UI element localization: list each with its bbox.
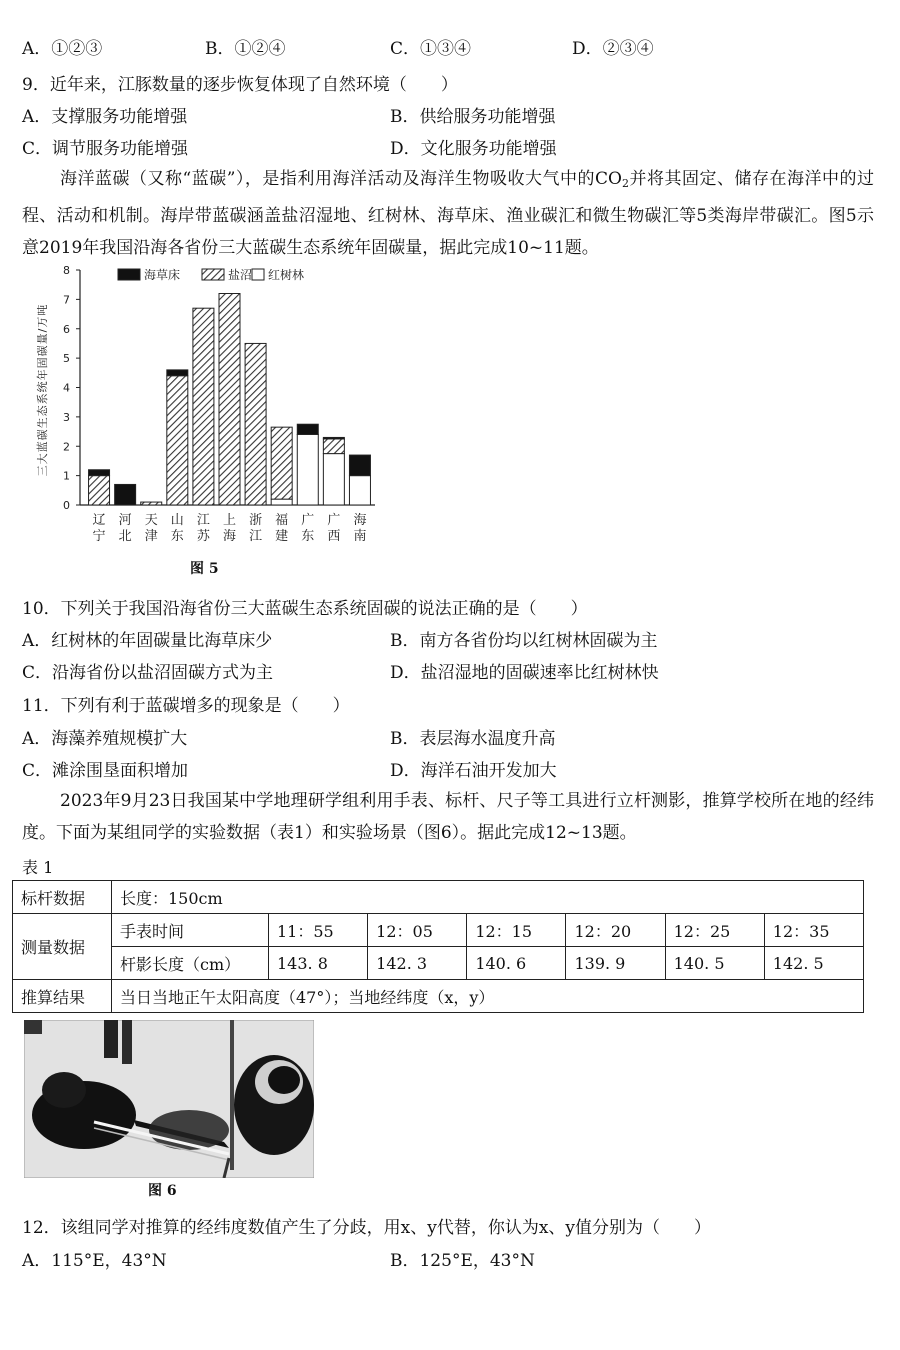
bar-segment-black [115, 484, 136, 505]
y-tick-label: 1 [63, 469, 70, 483]
y-tick-label: 6 [63, 322, 70, 336]
x-tick-label: 山 [170, 513, 184, 528]
x-tick-label: 上 [222, 513, 237, 528]
legend-label: 海草床 [144, 268, 181, 282]
q12-option-b: B．125°E，43°N [390, 1251, 535, 1271]
x-tick-label: 苏 [196, 529, 210, 544]
bar-segment-white [323, 454, 344, 505]
x-tick-label: 海 [353, 513, 367, 528]
y-tick-label: 2 [63, 440, 70, 454]
legend-label: 盐沼 [228, 268, 253, 282]
q8-option-c: C．①③④ [390, 39, 472, 59]
table-cell-shadow: 143. 8 [269, 947, 368, 980]
bar-segment-black [167, 370, 188, 376]
q10-option-b: B．南方各省份均以红树林固碳为主 [390, 631, 658, 651]
bar-segment-black [349, 455, 370, 476]
figure-5-chart [30, 262, 390, 577]
bar-segment-hatch [323, 439, 344, 454]
table-cell-time: 12：35 [764, 914, 863, 947]
x-tick-label: 浙 [249, 513, 263, 528]
bar-segment-hatch [245, 343, 266, 505]
q8-option-b: B．①②④ [205, 39, 286, 59]
table-1-title: 表 1 [22, 858, 54, 877]
figure-6-caption: 图 6 [148, 1183, 177, 1199]
bar-segment-white [297, 435, 318, 506]
x-tick-label: 南 [353, 529, 367, 544]
table-cell-time: 11：55 [269, 914, 368, 947]
legend-label: 红树林 [268, 268, 305, 282]
q11-option-d: D．海洋石油开发加大 [390, 761, 557, 781]
x-tick-label: 辽 [92, 513, 106, 528]
q12-stem: 12．该组同学对推算的经纬度数值产生了分歧，用x、y代替，你认为x、y值分别为（ ） [22, 1218, 712, 1238]
x-tick-label: 江 [249, 529, 263, 544]
table-cell-label: 标杆数据 [13, 881, 112, 914]
table-cell-time: 12：15 [467, 914, 566, 947]
legend-swatch [252, 269, 264, 280]
bar-segment-white [349, 476, 370, 505]
q8-option-a: A．①②③ [22, 39, 103, 59]
q9-option-a: A．支撑服务功能增强 [22, 107, 188, 127]
passage-shadow-measurement: 2023年9月23日我国某中学地理研学组利用手表、标杆、尺子等工具进行立杆测影，推算学校所在地的经纬度。下面为某组同学的实验数据（表1）和实验场景（图6）。据此完成12~13题。 [22, 791, 874, 843]
q11-option-a: A．海藻养殖规模扩大 [22, 729, 188, 749]
bar-segment-hatch [167, 376, 188, 505]
y-axis-label: 三大蓝碳生态系统年固碳量/万吨 [36, 303, 49, 477]
x-tick-label: 东 [170, 529, 184, 544]
bar-segment-hatch [271, 427, 292, 499]
x-tick-label: 广 [327, 513, 341, 528]
bar-segment-white [271, 499, 292, 505]
table-cell-shadow: 142. 3 [368, 947, 467, 980]
x-tick-label: 西 [327, 529, 341, 544]
x-tick-label: 建 [275, 529, 289, 544]
table-cell-shadow: 142. 5 [764, 947, 863, 980]
table-cell-label: 推算结果 [13, 980, 112, 1013]
figure-6-photo [24, 1020, 314, 1178]
table-cell-shadow: 139. 9 [566, 947, 665, 980]
table-cell-time: 12：25 [665, 914, 764, 947]
legend-swatch [118, 269, 140, 280]
table-cell-shadow-label: 杆影长度（cm） [112, 947, 269, 980]
x-tick-label: 江 [196, 513, 210, 528]
bar-segment-black [89, 470, 110, 476]
table-cell-shadow: 140. 5 [665, 947, 764, 980]
q9-option-c: C．调节服务功能增强 [22, 139, 189, 159]
q11-stem: 11．下列有利于蓝碳增多的现象是（ ） [22, 696, 350, 716]
table-1 [12, 880, 864, 1013]
q9-option-d: D．文化服务功能增强 [390, 139, 557, 159]
table-cell-time-label: 手表时间 [112, 914, 269, 947]
x-tick-label: 东 [301, 529, 315, 544]
x-tick-label: 津 [144, 529, 158, 544]
q12-option-a: A．115°E，43°N [22, 1251, 167, 1271]
x-tick-label: 广 [301, 513, 315, 528]
bar-segment-hatch [141, 502, 162, 505]
q10-option-d: D．盐沼湿地的固碳速率比红树林快 [390, 663, 659, 683]
q9-option-b: B．供给服务功能增强 [390, 107, 556, 127]
table-cell-result: 当日当地正午太阳高度（47°）；当地经纬度（x，y） [112, 980, 864, 1013]
x-tick-label: 河 [118, 513, 132, 528]
y-tick-label: 0 [63, 499, 70, 512]
q10-option-a: A．红树林的年固碳量比海草床少 [22, 631, 273, 651]
x-tick-label: 福 [275, 513, 289, 528]
y-tick-label: 7 [63, 293, 70, 307]
table-cell-pole-length: 长度：150cm [112, 881, 864, 914]
x-tick-label: 北 [118, 529, 132, 544]
bar-segment-hatch [219, 294, 240, 506]
figure-5-caption: 图 5 [190, 561, 219, 577]
y-tick-label: 5 [63, 352, 70, 366]
y-tick-label: 4 [63, 381, 70, 395]
table-cell-shadow: 140. 6 [467, 947, 566, 980]
y-tick-label: 8 [63, 264, 70, 277]
x-tick-label: 海 [222, 529, 237, 544]
q8-option-d: D．②③④ [572, 39, 654, 59]
legend-swatch [202, 269, 224, 280]
bar-segment-black [323, 437, 344, 438]
y-tick-label: 3 [63, 410, 70, 424]
q10-stem: 10．下列关于我国沿海省份三大蓝碳生态系统固碳的说法正确的是（ ） [22, 599, 588, 619]
q9-stem: 9．近年来，江豚数量的逐步恢复体现了自然环境（ ） [22, 75, 458, 95]
q11-option-c: C．滩涂围垦面积增加 [22, 761, 189, 781]
q10-option-c: C．沿海省份以盐沼固碳方式为主 [22, 663, 274, 683]
bar-segment-black [297, 424, 318, 434]
q11-option-b: B．表层海水温度升高 [390, 729, 556, 749]
table-cell-time: 12：05 [368, 914, 467, 947]
bar-segment-hatch [193, 308, 214, 505]
table-cell-label: 测量数据 [13, 914, 112, 980]
passage-blue-carbon: 海洋蓝碳（又称“蓝碳”），是指利用海洋活动及海洋生物吸收大气中的$CO_2$并将其固定、储存在海洋中的过程、活动和机制。海岸带蓝碳涵盖盐沼湿地、红树林、海草床、渔业碳汇和微生物碳汇等5类海岸带碳汇。图5示意2019年我国沿海各省份三大蓝碳生态系统年固碳量，据此完成10~11题。 [22, 169, 875, 258]
x-tick-label: 宁 [92, 529, 106, 544]
bar-segment-hatch [89, 476, 110, 505]
table-cell-time: 12：20 [566, 914, 665, 947]
x-tick-label: 天 [144, 513, 158, 528]
